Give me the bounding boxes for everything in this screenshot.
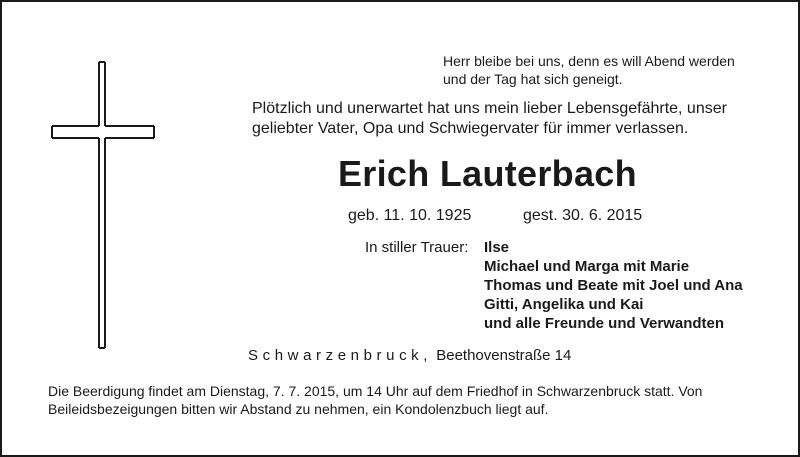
mourners-label: In stiller Trauer: [365, 239, 469, 256]
announcement-text [252, 99, 727, 139]
bible-verse-line-2: und der Tag hat sich geneigt. [443, 71, 623, 87]
bible-verse-line-1: Herr bleibe bei uns, denn es will Abend werden [443, 53, 735, 69]
mourners-list [484, 238, 743, 333]
mourner-name: Thomas und Beate mit Joel und Ana [484, 277, 743, 294]
family-address [248, 346, 571, 365]
mourner-name: und alle Freunde und Verwandten [484, 315, 725, 332]
mourner-name: Michael und Marga mit Marie [484, 258, 690, 275]
announcement-line-1: Plötzlich und unerwartet hat uns mein lieber Lebensgefährte, unser [252, 100, 727, 117]
mourner-name: Ilse [484, 239, 510, 256]
death-date: gest. 30. 6. 2015 [523, 207, 643, 224]
funeral-details [48, 382, 702, 418]
bible-verse [443, 52, 735, 88]
address-town: Schwarzenbruck, [248, 347, 433, 364]
funeral-line-2: Beileidsbezeigungen bitten wir Abstand zu nehmen, ein Kondolenzbuch liegt auf. [48, 401, 549, 417]
announcement-line-2: geliebter Vater, Opa und Schwiegervater für immer verlassen. [252, 120, 689, 137]
cross-icon [48, 58, 158, 358]
birth-date: geb. 11. 10. 1925 [348, 207, 472, 224]
address-street: Beethovenstraße 14 [432, 347, 572, 364]
funeral-line-1: Die Beerdigung findet am Dienstag, 7. 7. 2015, um 14 Uhr auf dem Friedhof in Schwarzenbruck statt. Von [48, 383, 703, 399]
deceased-name: Erich Lauterbach [338, 153, 637, 194]
mourner-name: Gitti, Angelika und Kai [484, 296, 644, 313]
